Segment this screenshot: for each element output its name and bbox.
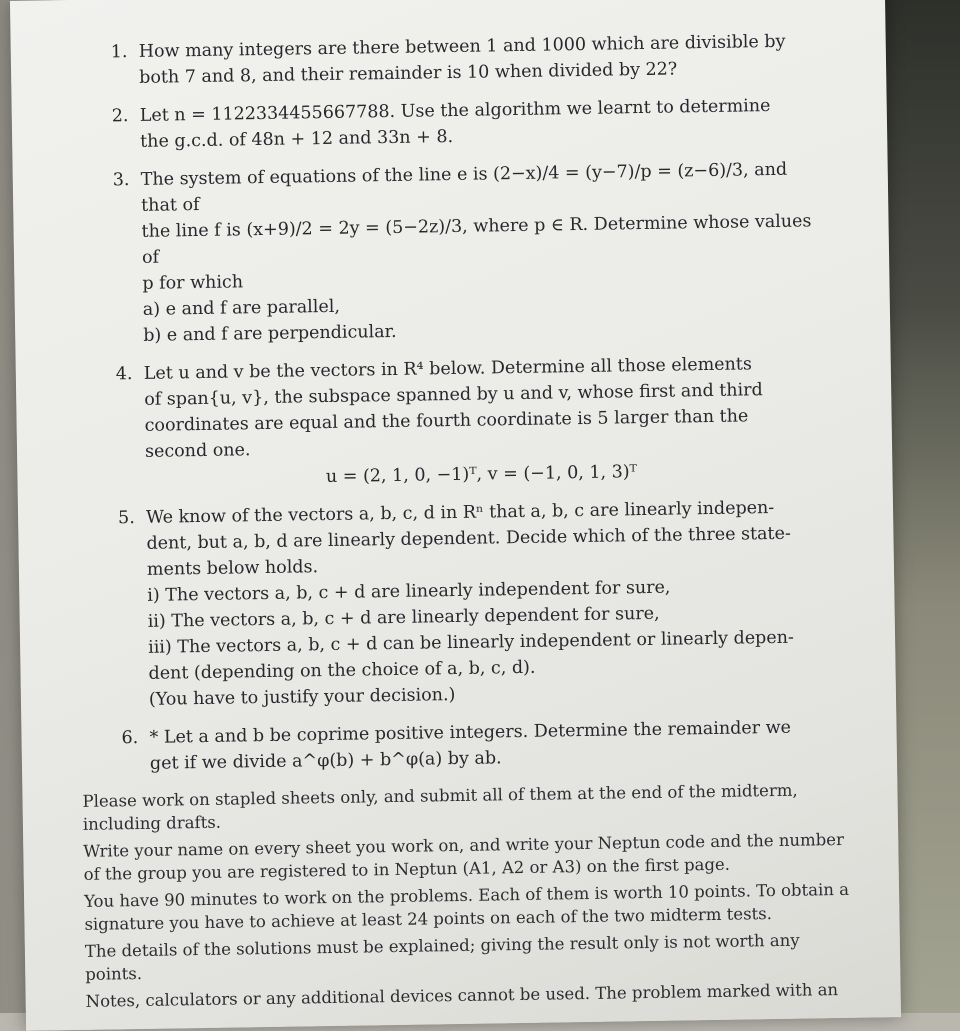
problem-number: 1. xyxy=(110,42,128,63)
instruction-paragraph: Notes, calculators or any additional devices cannot be used. The problem marked with an xyxy=(85,980,839,1011)
justify-note: (You have to justify your decision.) xyxy=(148,685,456,710)
problem-text-line: * Let a and b be coprime positive integers. Determine the remainder we xyxy=(149,717,792,748)
problem-text-line: How many integers are there between 1 and 1000 which are divisible by xyxy=(138,31,786,62)
instruction-paragraph: The details of the solutions must be explained; giving the result only is not worth any points. xyxy=(84,930,800,984)
instruction-paragraph: Write your name on every sheet you work on, and write your Neptun code and the number of the group you are registered to in Neptun (A1, A2 or A3) on the first page. xyxy=(83,829,845,884)
problem-text-line: second one. xyxy=(144,440,251,462)
problem-1 xyxy=(111,28,812,91)
problem-text-line: The system of equations of the line e is (2−x)/4 = (y−7)/p = (z−6)/3, and that of xyxy=(140,159,788,216)
problem-text-line: get if we divide a^φ(b) + b^φ(a) by ab. xyxy=(149,748,502,774)
problem-text-line: coordinates are equal and the fourth coordinate is 5 larger than the xyxy=(144,406,749,436)
subitem-b: b) e and f are perpendicular. xyxy=(143,321,397,346)
problem-text-line: ments below holds. xyxy=(146,557,319,580)
problem-list-area xyxy=(111,28,823,789)
problem-5 xyxy=(118,494,821,713)
problem-text-line: both 7 and 8, and their remainder is 10 when divided by 22? xyxy=(139,59,678,88)
problem-number: 5. xyxy=(117,508,135,529)
statement-iii-continued: dent (depending on the choice of a, b, c, d). xyxy=(148,657,536,684)
statement-ii: ii) The vectors a, b, c + d are linearly dependent for sure, xyxy=(147,603,660,632)
instructions xyxy=(82,778,860,1017)
problem-2 xyxy=(112,92,813,155)
problem-text-line: Let u and v be the vectors in R⁴ below. Determine all those elements xyxy=(143,354,753,384)
instruction-paragraph: Please work on stapled sheets only, and submit all of them at the end of the midterm, including drafts. xyxy=(82,780,798,834)
problem-text-line: the g.c.d. of 48n + 12 and 33n + 8. xyxy=(140,126,454,152)
vector-equation: u = (2, 1, 0, −1)ᵀ, v = (−1, 0, 1, 3)ᵀ xyxy=(325,462,638,488)
problem-text-line: We know of the vectors a, b, c, d in Rⁿ that a, b, c are linearly indepen- xyxy=(145,497,775,528)
problem-number: 3. xyxy=(112,170,130,191)
problem-text-line: the line f is (x+9)/2 = 2y = (5−2z)/3, where p ∈ R. Determine whose values of xyxy=(141,211,812,268)
problem-4 xyxy=(116,350,818,493)
problem-3 xyxy=(113,156,816,349)
statement-iii: iii) The vectors a, b, c + d can be linearly independent or linearly depen- xyxy=(147,627,795,658)
problem-text-line: p for which xyxy=(142,272,244,294)
problem-text-line: of span{u, v}, the subspace spanned by u and v, whose first and third xyxy=(144,380,763,410)
problem-list xyxy=(111,28,823,777)
instruction-paragraph: You have 90 minutes to work on the problems. Each of them is worth 10 points. To obtain a signature you have to achieve at least 24 points on each of the two midterm tests. xyxy=(83,879,850,934)
statement-i: i) The vectors a, b, c + d are linearly independent for sure, xyxy=(147,577,671,606)
problem-number: 6. xyxy=(121,728,139,749)
subitem-a: a) e and f are parallel, xyxy=(142,296,341,320)
problem-number: 2. xyxy=(111,106,129,127)
exam-sheet xyxy=(10,0,901,1031)
problem-6 xyxy=(121,714,822,777)
problem-number: 4. xyxy=(115,364,133,385)
problem-text-line: dent, but a, b, d are linearly dependent. Decide which of the three state- xyxy=(146,523,791,554)
problem-text-line: Let n = 1122334455667788. Use the algorithm we learnt to determine xyxy=(139,96,771,126)
